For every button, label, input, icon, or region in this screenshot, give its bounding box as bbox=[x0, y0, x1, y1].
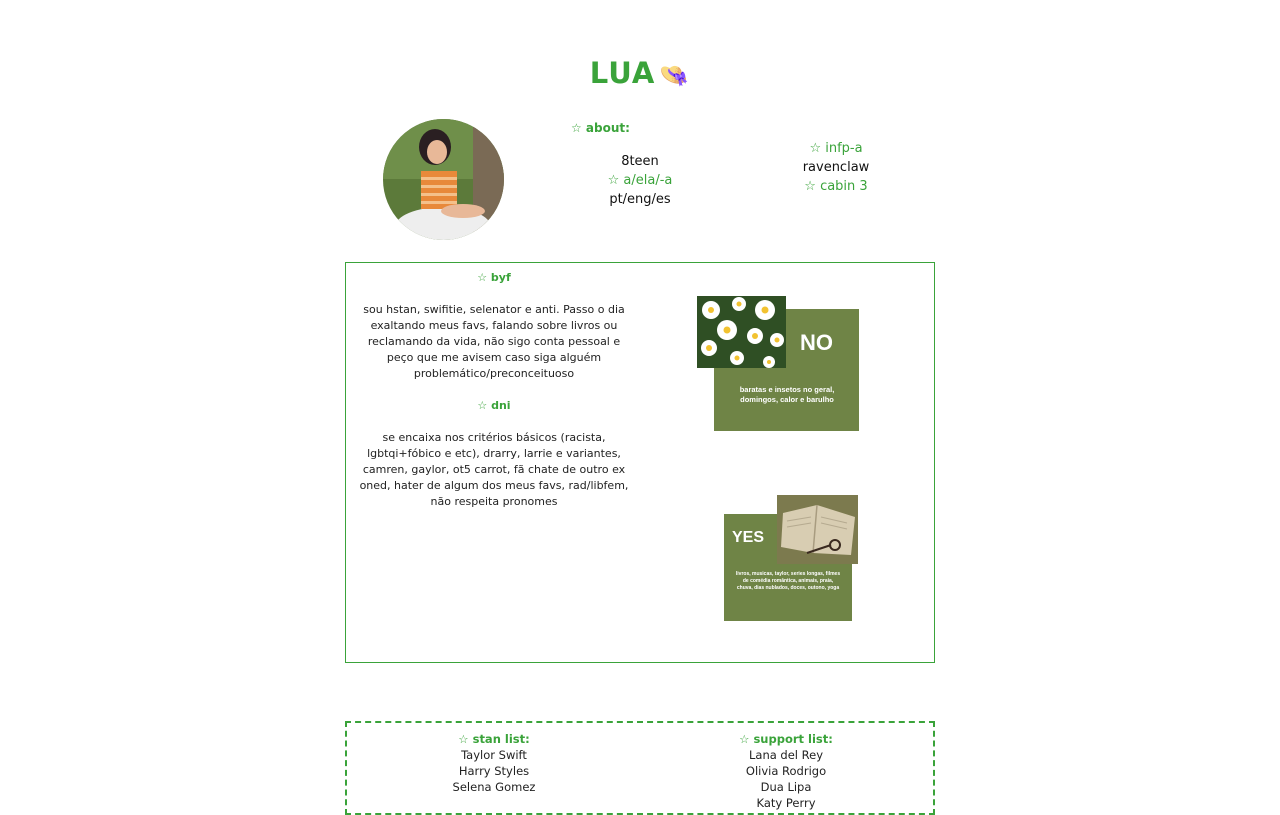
about-heading: ☆ about: bbox=[571, 121, 630, 135]
yes-label: YES bbox=[732, 529, 765, 546]
daisy-image bbox=[697, 296, 786, 368]
about-house: ravenclaw bbox=[802, 160, 870, 175]
support-list bbox=[686, 731, 886, 811]
stan-list-heading: ☆ stan list: bbox=[458, 732, 530, 746]
list-item: Katy Perry bbox=[756, 796, 816, 810]
no-label: NO bbox=[800, 330, 833, 355]
list-item: Taylor Swift bbox=[461, 748, 527, 762]
title-text: LUA bbox=[589, 56, 656, 90]
list-item: Olivia Rodrigo bbox=[745, 764, 827, 778]
about-pronouns: ☆ a/ela/-a bbox=[607, 173, 673, 188]
book-image bbox=[777, 495, 858, 564]
book-photo bbox=[777, 495, 858, 564]
about-languages: pt/eng/es bbox=[609, 192, 671, 207]
byf-heading: ☆ byf bbox=[477, 271, 511, 284]
dni-text: se encaixa nos critérios básicos (racista, lgbtqi+fóbico e etc), drarry, larrie e variantes, camren, gaylor, ot5 carrot, fã chate de outro ex oned, hater de algum dos meus favs, rad/libfem, não respeita pronomes bbox=[359, 431, 629, 508]
yes-text: livros, musicas, taylor, series longas, filmes de comédia romântica, animais, praia, chuva, dias nublados, doces, outono, yoga bbox=[735, 571, 841, 591]
list-item: Dua Lipa bbox=[760, 780, 812, 794]
list-item: Lana del Rey bbox=[748, 748, 824, 762]
avatar bbox=[383, 119, 504, 240]
dni-heading: ☆ dni bbox=[477, 399, 511, 412]
support-list-heading: ☆ support list: bbox=[739, 732, 833, 746]
stan-list bbox=[394, 731, 594, 795]
page-title bbox=[0, 56, 1280, 90]
avatar-photo bbox=[383, 119, 504, 240]
about-age: 8teen bbox=[621, 154, 659, 169]
list-item: Selena Gomez bbox=[452, 780, 536, 794]
daisy-photo bbox=[697, 296, 786, 368]
hat-emoji-icon: 👒 bbox=[659, 61, 691, 89]
about-column-2 bbox=[776, 139, 896, 196]
no-text: baratas e insetos no geral, domingos, calor e barulho bbox=[739, 385, 835, 404]
list-item: Harry Styles bbox=[458, 764, 530, 778]
byf-text: sou hstan, swifitie, selenator e anti. Passo o dia exaltando meus favs, falando sobre livros ou reclamando da vida, não sigo conta pessoal e peço que me avisem caso siga alguém problemático/preconceituoso bbox=[363, 303, 625, 380]
about-cabin: ☆ cabin 3 bbox=[804, 179, 868, 194]
about-column-1 bbox=[580, 152, 700, 209]
about-mbti: ☆ infp-a bbox=[809, 141, 863, 156]
byf-section bbox=[355, 270, 633, 510]
